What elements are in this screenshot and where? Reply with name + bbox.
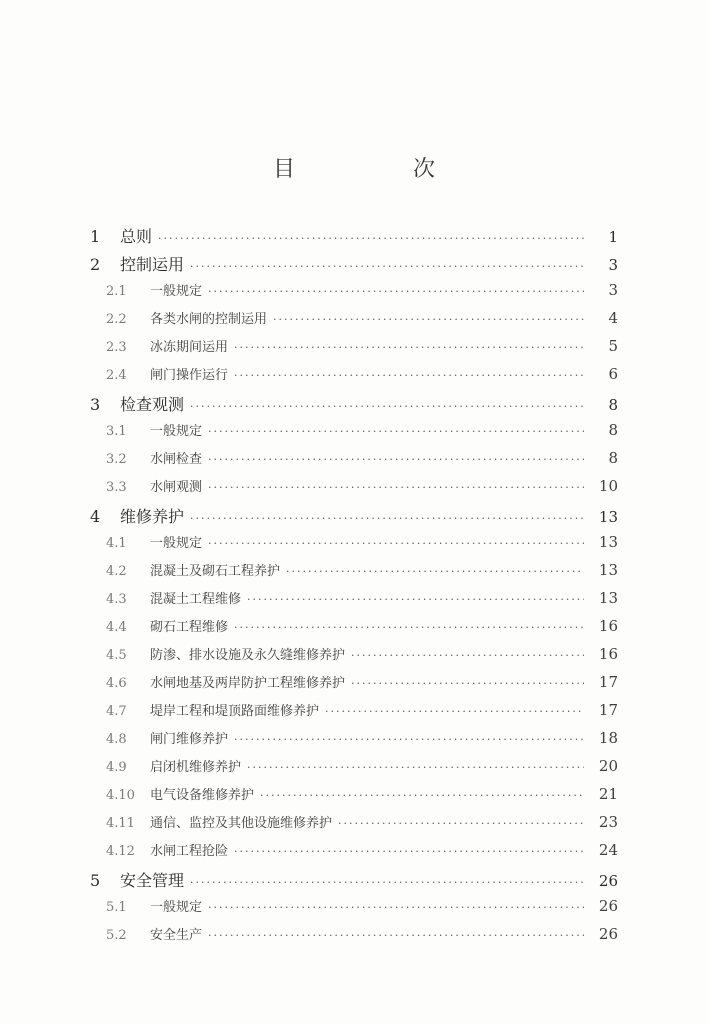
- toc-entry-page-number: 20: [598, 757, 618, 775]
- toc-entry-page-number: 4: [608, 309, 618, 327]
- toc-entry-page-number: 8: [608, 421, 618, 439]
- dot-leader: [273, 313, 584, 326]
- toc-entry-number: 3.1: [106, 424, 127, 439]
- dot-leader: [351, 649, 584, 662]
- toc-entry-title: 电气设备维修养护: [150, 788, 255, 803]
- table-of-contents: [90, 224, 618, 952]
- toc-entry-page-number: 17: [598, 701, 618, 719]
- toc-entry-number: 4.9: [106, 760, 127, 775]
- toc-entry-page-number: 3: [608, 256, 618, 274]
- toc-entry-page-number: 13: [598, 589, 618, 607]
- dot-leader: [234, 621, 584, 634]
- toc-entry: [90, 896, 618, 924]
- toc-entry: [90, 364, 618, 392]
- toc-entry-title: 混凝土工程维修: [150, 592, 242, 607]
- toc-entry-number: 4.5: [106, 648, 127, 663]
- dot-leader: [247, 761, 584, 774]
- toc-entry-title: 总则: [120, 227, 153, 246]
- toc-entry-title: 各类水闸的控制运用: [150, 312, 268, 327]
- toc-entry: [90, 588, 618, 616]
- toc-entry-page-number: 21: [598, 785, 618, 803]
- toc-entry-title: 闸门维修养护: [150, 732, 229, 747]
- toc-entry-number: 1: [90, 227, 101, 246]
- dot-leader: [234, 845, 584, 858]
- toc-entry: [90, 812, 618, 840]
- toc-entry-title: 检查观测: [120, 395, 185, 414]
- toc-entry-number: 5.1: [106, 900, 127, 915]
- toc-entry-page-number: 23: [598, 813, 618, 831]
- dot-leader: [260, 789, 584, 802]
- toc-entry-title: 启闭机维修养护: [150, 760, 242, 775]
- toc-entry-page-number: 13: [598, 508, 618, 526]
- toc-entry-number: 4.12: [106, 844, 135, 859]
- toc-entry: [90, 700, 618, 728]
- toc-entry-title: 防渗、排水设施及永久缝维修养护: [150, 648, 346, 663]
- toc-entry-number: 2: [90, 255, 101, 274]
- toc-entry-page-number: 13: [598, 561, 618, 579]
- toc-entry-title: 混凝土及砌石工程养护: [150, 564, 281, 579]
- toc-entry-page-number: 26: [598, 897, 618, 915]
- toc-entry-page-number: 24: [598, 841, 618, 859]
- dot-leader: [158, 232, 584, 245]
- toc-entry-page-number: 18: [598, 729, 618, 747]
- toc-entry: [90, 224, 618, 252]
- toc-entry-title: 一般规定: [150, 424, 203, 439]
- toc-entry-page-number: 13: [598, 533, 618, 551]
- toc-entry-title: 砌石工程维修: [150, 620, 229, 635]
- toc-entry: [90, 784, 618, 812]
- dot-leader: [208, 929, 584, 942]
- toc-entry: [90, 644, 618, 672]
- dot-leader: [208, 481, 584, 494]
- toc-entry: [90, 252, 618, 280]
- dot-leader: [208, 453, 584, 466]
- toc-entry-page-number: 10: [598, 477, 618, 495]
- dot-leader: [208, 901, 584, 914]
- toc-entry-page-number: 8: [608, 449, 618, 467]
- toc-entry-title: 堤岸工程和堤顶路面维修养护: [150, 704, 320, 719]
- toc-entry-number: 4.2: [106, 564, 127, 579]
- page-title: 目 次: [272, 157, 483, 182]
- toc-entry-title: 一般规定: [150, 900, 203, 915]
- toc-entry-title: 维修养护: [120, 507, 185, 526]
- toc-entry-title: 水闸检查: [150, 452, 203, 467]
- toc-entry-page-number: 16: [598, 617, 618, 635]
- toc-entry-page-number: 26: [598, 872, 618, 890]
- toc-entry: [90, 616, 618, 644]
- toc-entry-title: 通信、监控及其他设施维修养护: [150, 816, 333, 831]
- toc-entry-number: 4.6: [106, 676, 127, 691]
- toc-entry: [90, 476, 618, 504]
- toc-entry-title: 安全生产: [150, 928, 203, 943]
- toc-entry: [90, 560, 618, 588]
- toc-entry-page-number: 1: [608, 228, 618, 246]
- dot-leader: [234, 341, 584, 354]
- dot-leader: [247, 593, 584, 606]
- toc-entry: [90, 308, 618, 336]
- dot-leader: [208, 285, 584, 298]
- dot-leader: [286, 565, 584, 578]
- toc-entry-number: 4.3: [106, 592, 127, 607]
- toc-entry-number: 4.4: [106, 620, 127, 635]
- dot-leader: [208, 537, 584, 550]
- toc-entry-title: 一般规定: [150, 284, 203, 299]
- dot-leader: [351, 677, 584, 690]
- toc-entry-page-number: 6: [608, 365, 618, 383]
- dot-leader: [190, 876, 584, 889]
- toc-entry: [90, 840, 618, 868]
- toc-entry-number: 3.3: [106, 480, 127, 495]
- toc-entry-page-number: 17: [598, 673, 618, 691]
- toc-entry-title: 一般规定: [150, 536, 203, 551]
- toc-entry-title: 冰冻期间运用: [150, 340, 229, 355]
- toc-entry-number: 4.11: [106, 816, 135, 831]
- toc-entry: [90, 756, 618, 784]
- toc-entry-page-number: 5: [608, 337, 618, 355]
- toc-entry: [90, 728, 618, 756]
- toc-entry-number: 5.2: [106, 928, 127, 943]
- toc-entry-number: 4.7: [106, 704, 127, 719]
- toc-entry-number: 2.1: [106, 284, 127, 299]
- toc-entry-page-number: 16: [598, 645, 618, 663]
- toc-entry-number: 4.1: [106, 536, 127, 551]
- toc-entry-number: 4.10: [106, 788, 135, 803]
- toc-entry: [90, 532, 618, 560]
- dot-leader: [234, 733, 584, 746]
- toc-entry-number: 5: [90, 871, 101, 890]
- dot-leader: [325, 705, 584, 718]
- dot-leader: [234, 369, 584, 382]
- toc-entry-number: 4.8: [106, 732, 127, 747]
- toc-entry: [90, 336, 618, 364]
- toc-entry: [90, 672, 618, 700]
- dot-leader: [190, 400, 584, 413]
- toc-entry: [90, 280, 618, 308]
- toc-entry-number: 2.3: [106, 340, 127, 355]
- dot-leader: [338, 817, 584, 830]
- toc-entry-number: 3.2: [106, 452, 127, 467]
- toc-entry-number: 3: [90, 395, 101, 414]
- toc-entry-number: 2.4: [106, 368, 127, 383]
- toc-entry: [90, 448, 618, 476]
- toc-entry-page-number: 8: [608, 396, 618, 414]
- toc-entry-title: 安全管理: [120, 871, 185, 890]
- toc-entry-number: 2.2: [106, 312, 127, 327]
- toc-entry-number: 4: [90, 507, 101, 526]
- toc-entry-title: 控制运用: [120, 255, 185, 274]
- toc-entry-page-number: 26: [598, 925, 618, 943]
- dot-leader: [190, 512, 584, 525]
- dot-leader: [208, 425, 584, 438]
- toc-entry-page-number: 3: [608, 281, 618, 299]
- toc-entry-title: 水闸工程抢险: [150, 844, 229, 859]
- toc-entry: [90, 504, 618, 532]
- toc-entry: [90, 868, 618, 896]
- toc-entry-title: 水闸观测: [150, 480, 203, 495]
- toc-entry: [90, 420, 618, 448]
- dot-leader: [190, 260, 584, 273]
- toc-entry-title: 闸门操作运行: [150, 368, 229, 383]
- toc-entry-title: 水闸地基及两岸防护工程维修养护: [150, 676, 346, 691]
- toc-entry: [90, 924, 618, 952]
- toc-entry: [90, 392, 618, 420]
